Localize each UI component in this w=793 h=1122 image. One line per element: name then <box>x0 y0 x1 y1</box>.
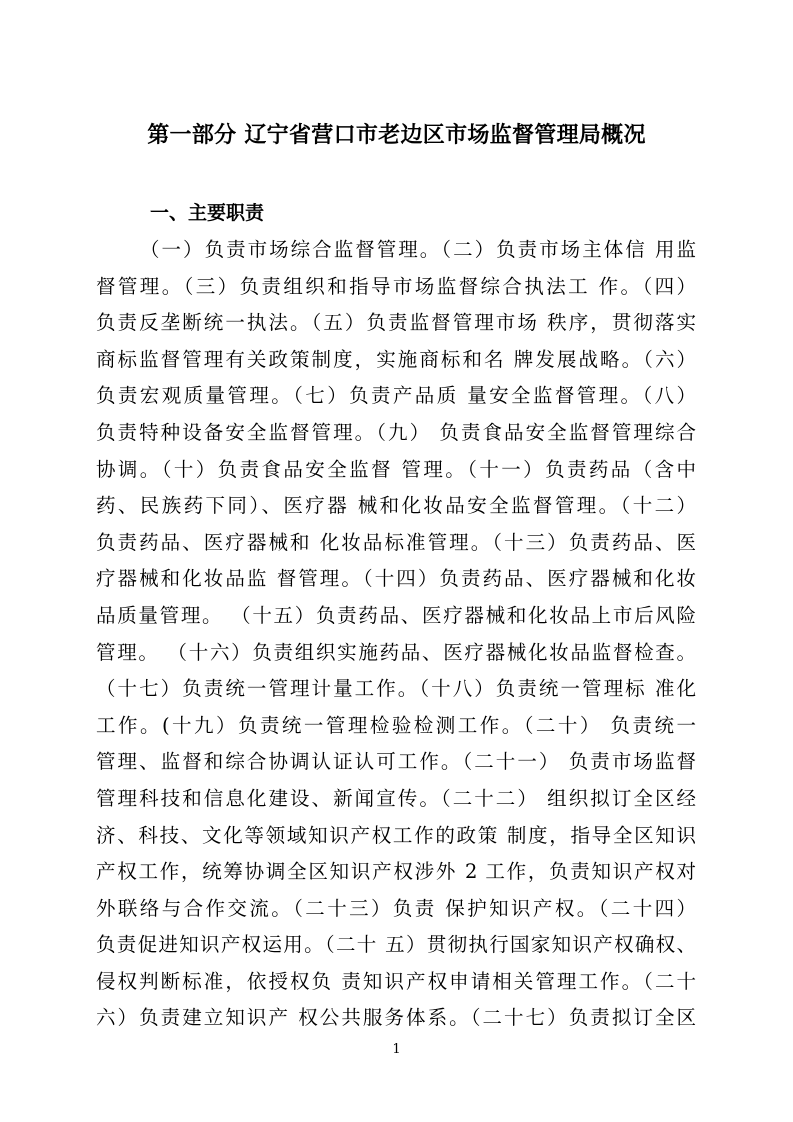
body-line: 督管理。（三）负责组织和指导市场监督综合执法工 作。（四） <box>96 274 696 298</box>
body-line: 管理科技和信息化建设、新闻宣传。（二十二） 组织拟订全区经 <box>96 786 696 810</box>
body-line: 工作。(十九）负责统一管理检验检测工作。（二十） 负责统一 <box>96 713 696 737</box>
body-line: 管理。 （十六）负责组织实施药品、医疗器械化妆品监督检查。 <box>96 640 696 664</box>
body-line: 药、民族药下同）、医疗器 械和化妆品安全监督管理。（十二） <box>96 494 696 518</box>
body-paragraph <box>96 232 696 1037</box>
body-line: （十七）负责统一管理计量工作。（十八）负责统一管理标 准化 <box>96 677 696 701</box>
page-title: 第一部分 辽宁省营口市老边区市场监督管理局概况 <box>147 123 646 148</box>
body-line: 外联络与合作交流。（二十三）负责 保护知识产权。（二十四） <box>96 896 696 920</box>
body-line: 负责特种设备安全监督管理。（九） 负责食品安全监督管理综合 <box>96 420 696 444</box>
body-line: 管理、监督和综合协调认证认可工作。（二十一） 负责市场监督 <box>96 750 696 774</box>
body-line: 负责反垄断统一执法。（五）负责监督管理市场 秩序，贯彻落实 <box>96 311 696 335</box>
body-line: 疗器械和化妆品监 督管理。（十四）负责药品、医疗器械和化妆 <box>96 567 696 591</box>
body-line: 济、科技、文化等领域知识产权工作的政策 制度，指导全区知识 <box>96 823 696 847</box>
body-line: 品质量管理。 （十五）负责药品、医疗器械和化妆品上市后风险 <box>96 603 696 627</box>
body-line: （一）负责市场综合监督管理。（二）负责市场主体信 用监 <box>140 238 696 261</box>
body-line: 协调。（十）负责食品安全监督 管理。（十一）负责药品（含中 <box>96 457 696 481</box>
body-line: 侵权判断标准，依授权负 责知识产权申请相关管理工作。（二十 <box>96 969 696 993</box>
body-line: 商标监督管理有关政策制度，实施商标和名 牌发展战略。（六） <box>96 347 696 371</box>
body-line: 产权工作，统筹协调全区知识产权涉外 2 工作，负责知识产权对 <box>96 860 696 884</box>
body-line: 负责宏观质量管理。（七）负责产品质 量安全监督管理。（八） <box>96 384 696 408</box>
body-line: 负责药品、医疗器械和 化妆品标准管理。（十三）负责药品、医 <box>96 530 696 554</box>
section-heading: 一、主要职责 <box>150 202 265 224</box>
body-line: 六）负责建立知识产 权公共服务体系。（二十七）负责拟订全区 <box>96 1006 696 1030</box>
page-number: 1 <box>392 1042 401 1057</box>
body-line: 负责促进知识产权运用。（二十 五）贯彻执行国家知识产权确权、 <box>96 933 696 957</box>
